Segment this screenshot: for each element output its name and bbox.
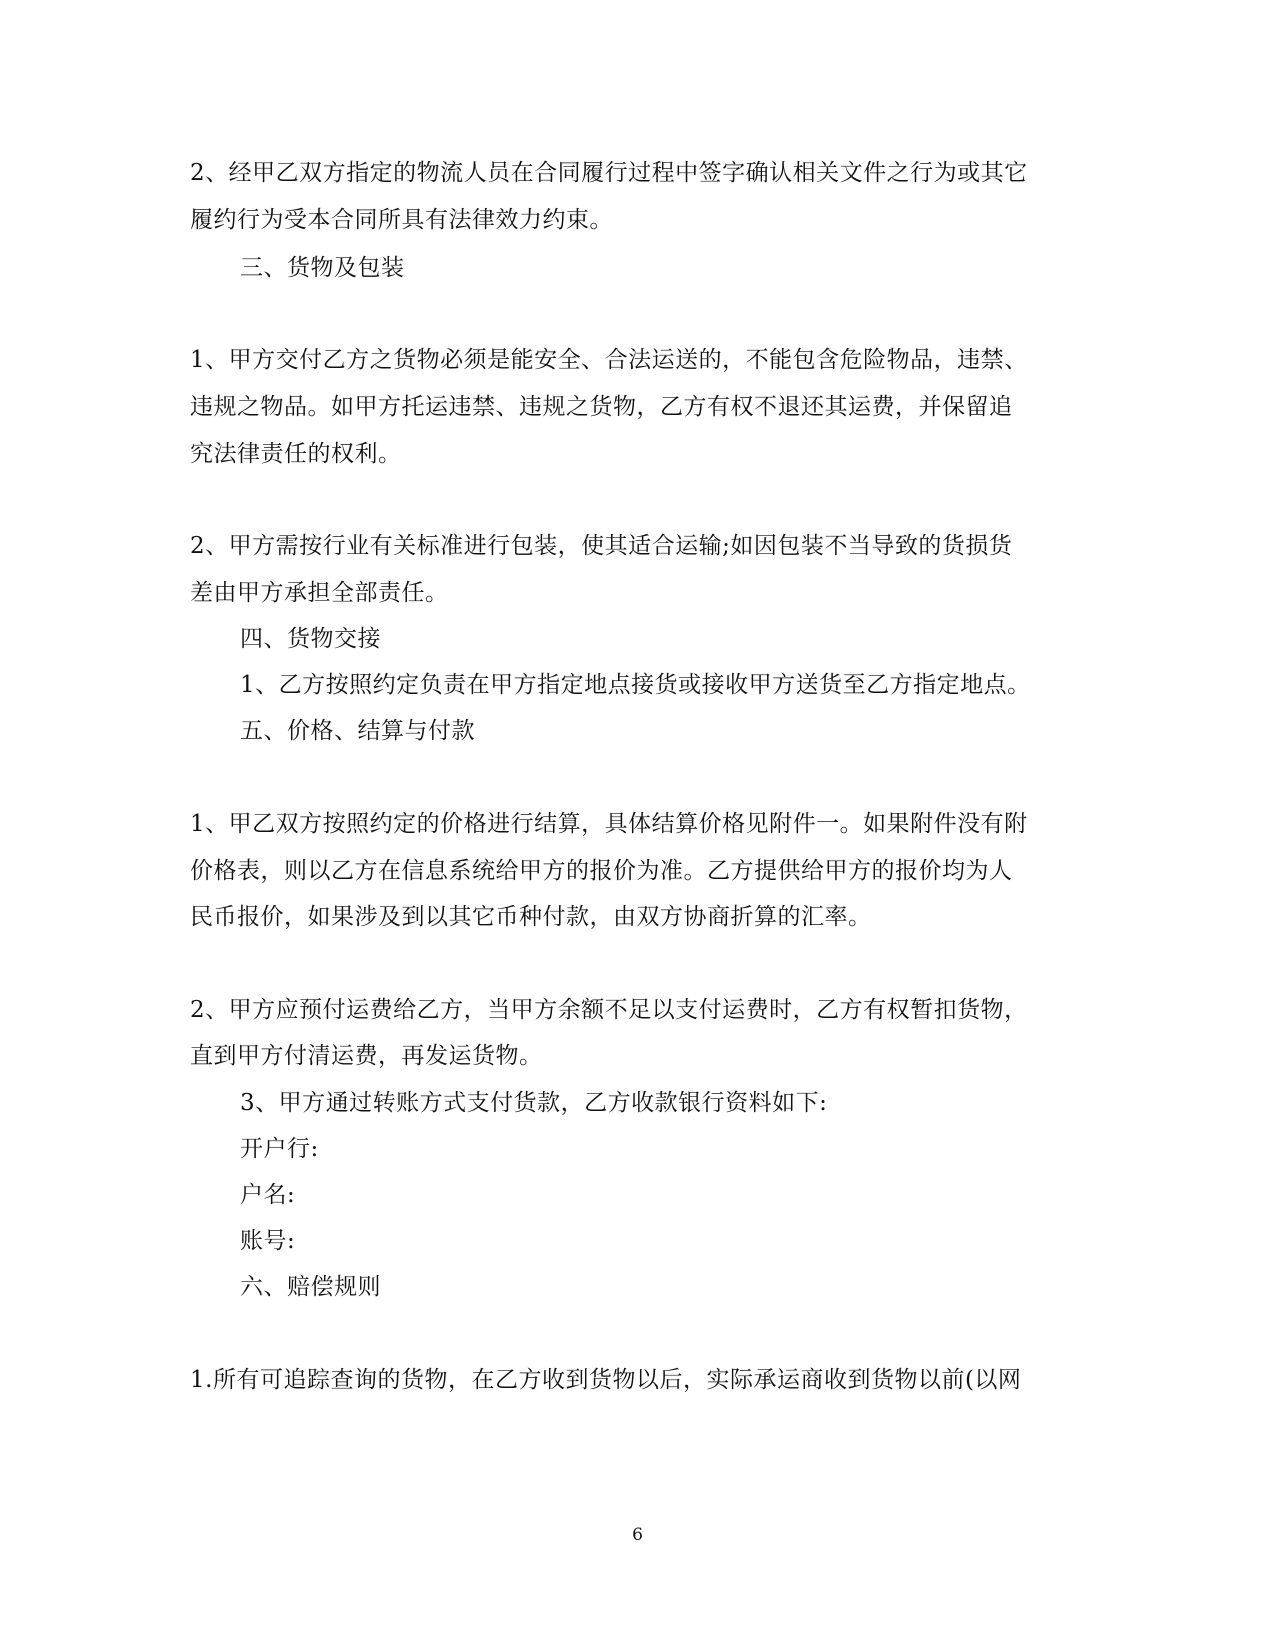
goods-clause-2-line-1: 2、甲方需按行业有关标准进行包装，使其适合运输;如因包装不当导致的货损货 — [190, 533, 1013, 559]
goods-clause-1-line-3: 究法律责任的权利。 — [190, 441, 402, 467]
handover-clause-1: 1、乙方按照约定负责在甲方指定地点接货或接收甲方送货至乙方指定地点。 — [240, 672, 1031, 698]
compensation-clause-1-line-1: 1.所有可追踪查询的货物，在乙方收到货物以后，实际承运商收到货物以前(以网 — [190, 1367, 1022, 1393]
goods-clause-1-line-2: 违规之物品。如甲方托运违禁、违规之货物，乙方有权不退还其运费，并保留追 — [190, 394, 1013, 420]
account-number-label: 账号: — [240, 1228, 296, 1254]
section-heading-4: 四、货物交接 — [240, 626, 381, 652]
clause-2-line-2: 履约行为受本合同所具有法律效力约束。 — [190, 207, 613, 233]
clause-2-line-1: 2、经甲乙双方指定的物流人员在合同履行过程中签字确认相关文件之行为或其它 — [190, 160, 1028, 186]
goods-clause-2-line-2: 差由甲方承担全部责任。 — [190, 580, 449, 606]
price-clause-2-line-2: 直到甲方付清运费，再发运货物。 — [190, 1043, 543, 1069]
price-clause-1-line-3: 民币报价，如果涉及到以其它币种付款，由双方协商折算的汇率。 — [190, 904, 872, 930]
price-clause-1-line-2: 价格表，则以乙方在信息系统给甲方的报价为准。乙方提供给甲方的报价均为人 — [190, 858, 1013, 884]
bank-field-label: 开户行: — [240, 1136, 319, 1162]
page-number: 6 — [632, 1525, 643, 1545]
section-heading-6: 六、赔偿规则 — [240, 1274, 381, 1300]
account-name-label: 户名: — [240, 1182, 296, 1208]
goods-clause-1-line-1: 1、甲方交付乙方之货物必须是能安全、合法运送的，不能包含危险物品，违禁、 — [190, 347, 1028, 373]
price-clause-3: 3、甲方通过转账方式支付货款，乙方收款银行资料如下: — [240, 1090, 828, 1116]
price-clause-2-line-1: 2、甲方应预付运费给乙方，当甲方余额不足以支付运费时，乙方有权暂扣货物， — [190, 997, 1028, 1023]
section-heading-5: 五、价格、结算与付款 — [240, 718, 475, 744]
price-clause-1-line-1: 1、甲乙双方按照约定的价格进行结算，具体结算价格见附件一。如果附件没有附 — [190, 811, 1028, 837]
section-heading-3: 三、货物及包装 — [240, 255, 405, 281]
